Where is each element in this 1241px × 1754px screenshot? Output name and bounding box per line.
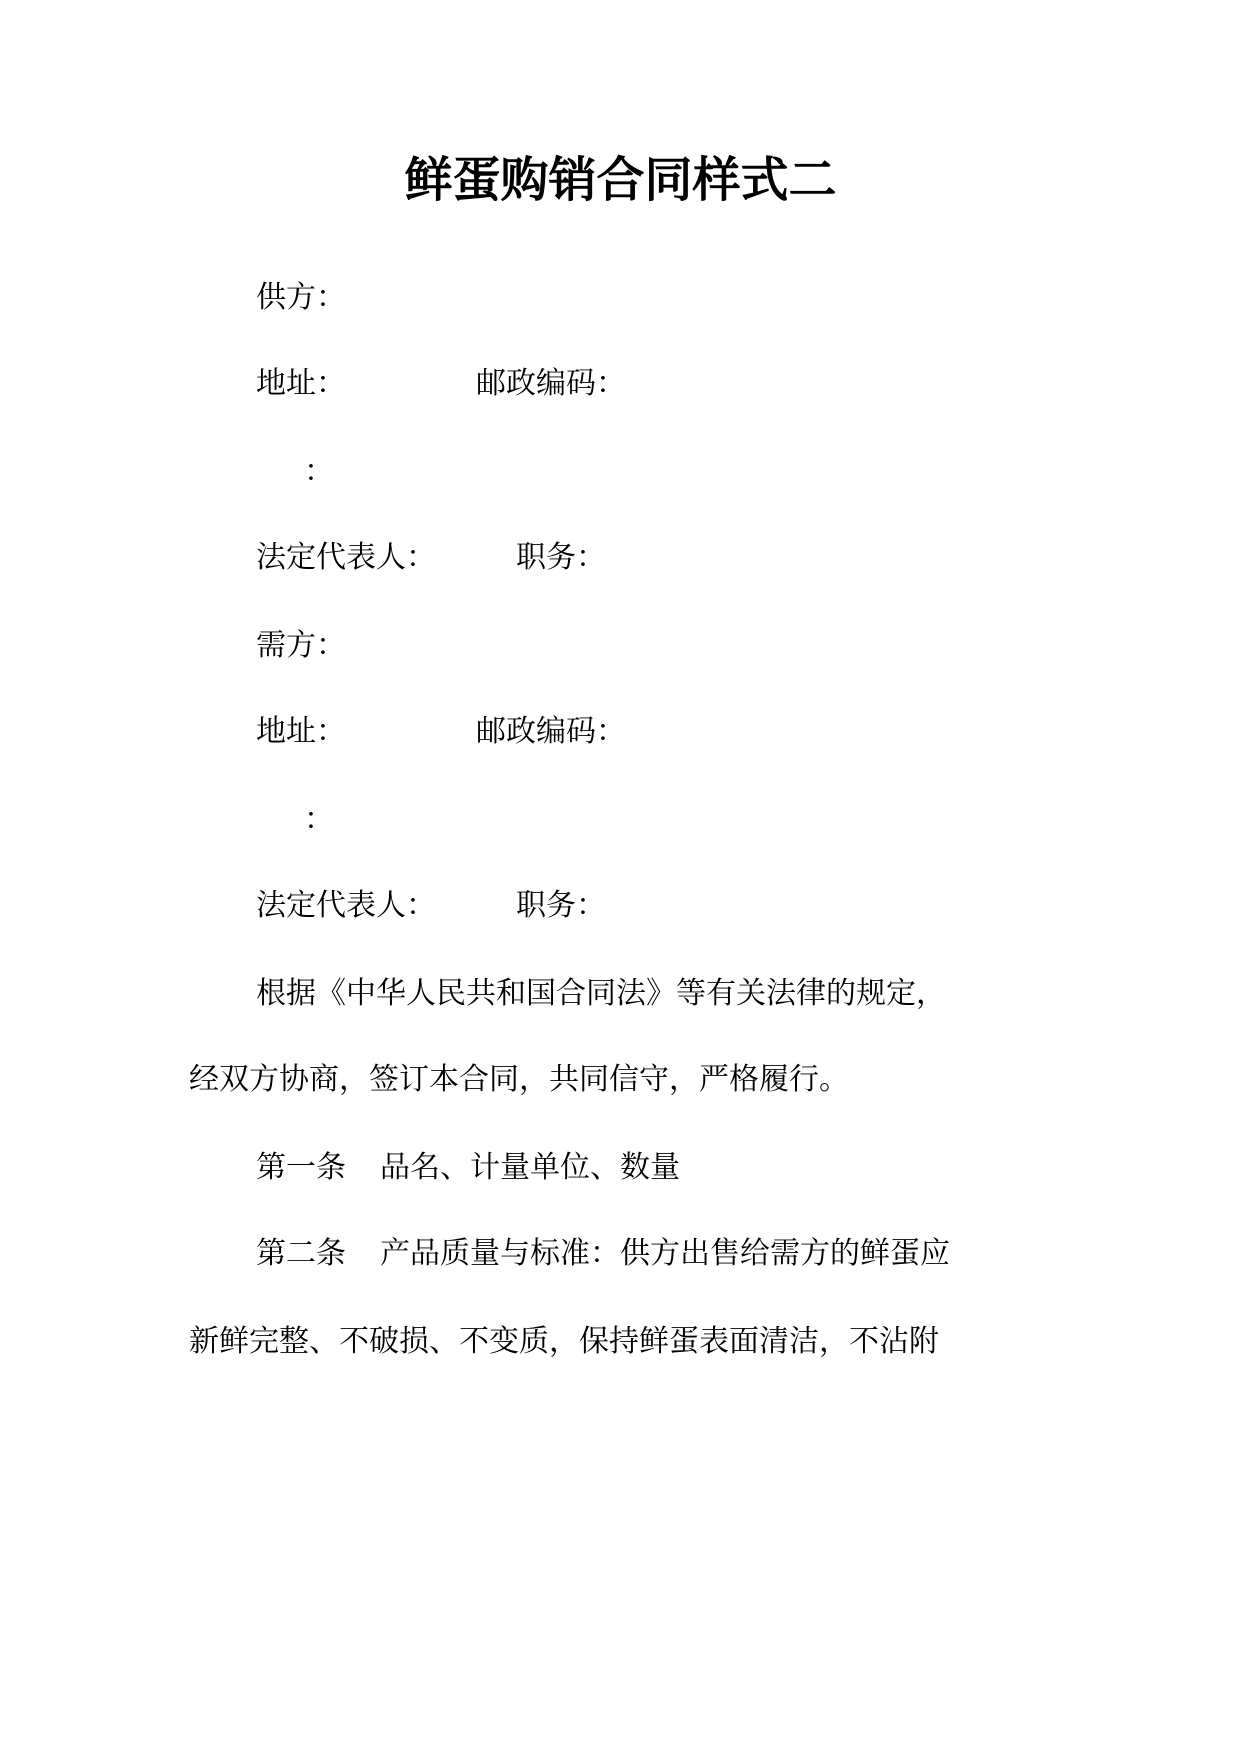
supplier-rep-label: 法定代表人： <box>256 540 436 575</box>
buyer-address-row <box>256 712 626 752</box>
preamble-line-2: 经双方协商，签订本合同，共同信守，严格履行。 <box>189 1062 849 1097</box>
buyer-blank-field: ： <box>304 802 334 837</box>
supplier-postcode-label: 邮政编码： <box>476 366 626 401</box>
buyer-label: 需方： <box>256 628 346 663</box>
buyer-position-label: 职务： <box>516 888 606 923</box>
article-2-number: 第二条 <box>256 1236 346 1271</box>
buyer-representative-row <box>256 886 606 926</box>
article-1-number: 第一条 <box>256 1150 346 1185</box>
supplier-representative-row <box>256 538 606 578</box>
supplier-label: 供方： <box>256 280 346 315</box>
buyer-postcode-label: 邮政编码： <box>476 714 626 749</box>
article-1-text: 品名、计量单位、数量 <box>380 1150 680 1185</box>
buyer-address-label: 地址： <box>256 714 346 749</box>
supplier-position-label: 职务： <box>516 540 606 575</box>
article-1 <box>256 1148 680 1188</box>
buyer-rep-label: 法定代表人： <box>256 888 436 923</box>
supplier-address-row <box>256 364 626 404</box>
article-2-line-2: 新鲜完整、不破损、不变质，保持鲜蛋表面清洁，不沾附 <box>189 1324 939 1359</box>
supplier-blank-field: ： <box>304 454 334 489</box>
document-title: 鲜蛋购销合同样式二 <box>404 152 837 208</box>
article-2-text-1: 产品质量与标准：供方出售给需方的鲜蛋应 <box>380 1236 950 1271</box>
preamble-line-1: 根据《中华人民共和国合同法》等有关法律的规定， <box>256 976 946 1011</box>
article-2-line-1 <box>256 1234 950 1274</box>
supplier-address-label: 地址： <box>256 366 346 401</box>
